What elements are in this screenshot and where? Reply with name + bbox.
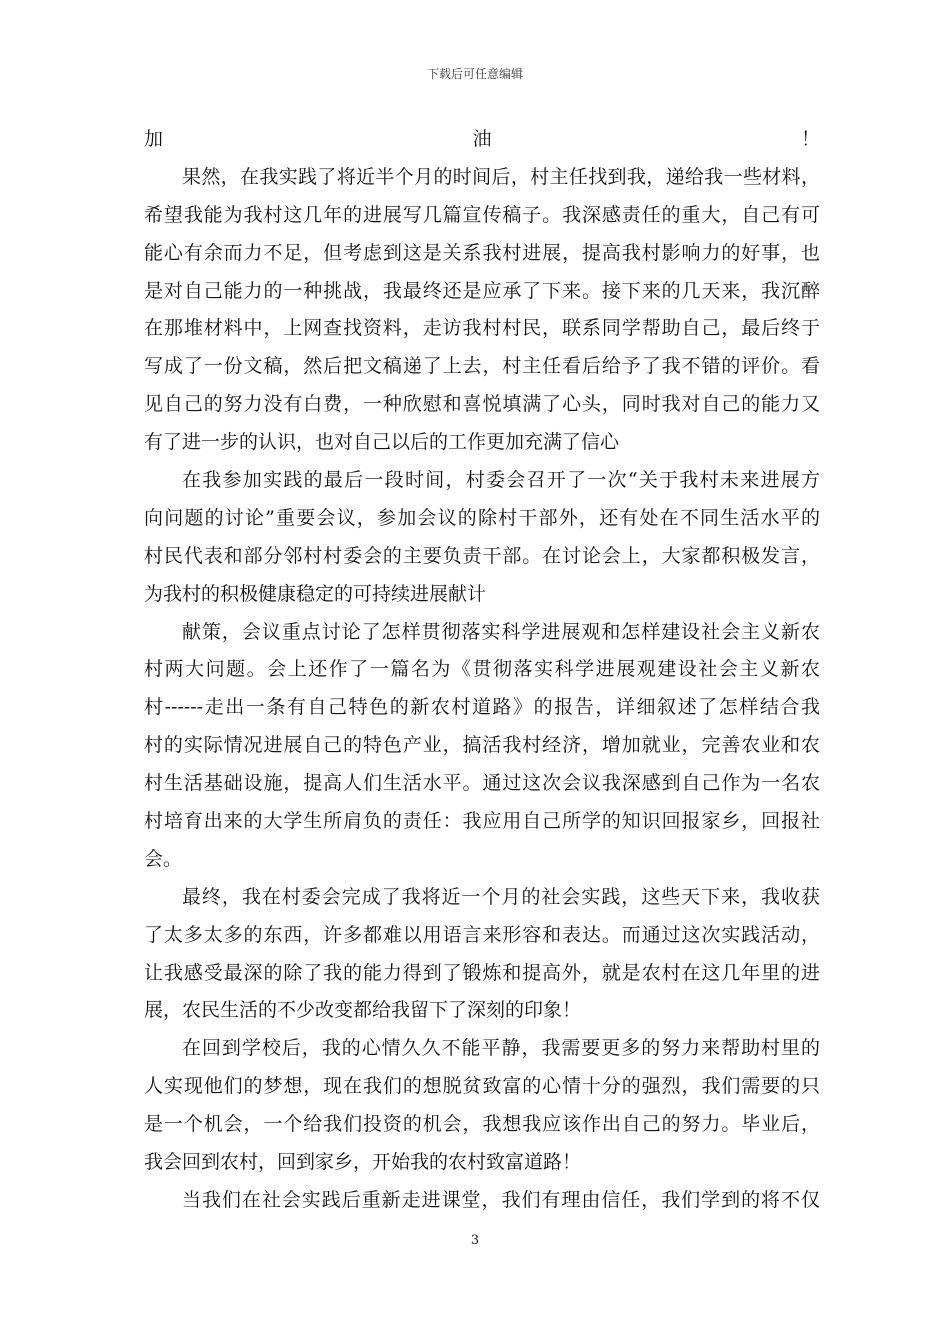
text-line: 会。 [144,847,183,870]
page-header: 下载后可任意编辑 [426,67,523,81]
text-line: 让我感受最深的除了我的能力得到了锻炼和提高外，就是农村在这几年里的进 [144,961,820,984]
text-line: 是一个机会，一个给我们投资的机会，我想我应该作出自己的努力。毕业后， [144,1113,820,1136]
text-line: 村民代表和部分邻村村委会的主要负责干部。在讨论会上，大家都积极发言， [144,544,820,567]
text-line: 村的实际情况进展自己的特色产业，搞活我村经济，增加就业，完善农业和农 [144,734,820,757]
text-line: 在那堆材料中，上网查找资料，走访我村村民，联系同学帮助自己，最后终于 [144,317,820,340]
text-line: 村生活基础设施，提高人们生活水平。通过这次会议我深感到自己作为一名农 [144,772,820,795]
text-line: 加油！ [144,128,820,150]
text-line: 了太多太多的东西，许多都难以用语言来形容和表达。而通过这次实践活动， [144,923,820,946]
text-line: 当我们在社会实践后重新走进课堂，我们有理由信任，我们学到的将不仅 [182,1188,820,1211]
page-number: 3 [470,1233,480,1248]
text-line: 见自己的努力没有白费，一种欣慰和喜悦填满了心头，同时我对自己的能力又 [144,393,820,416]
text-line: 最终，我在村委会完成了我将近一个月的社会实践，这些天下来，我收获 [182,885,820,908]
text-line: 村两大问题。会上还作了一篇名为《贯彻落实科学进展观建设社会主义新农 [144,658,820,681]
text-line: 展，农民生活的不少改变都给我留下了深刻的印象！ [144,999,582,1022]
text-line: 村------走出一条有自己特色的新农村道路》的报告，详细叙述了怎样结合我 [144,696,820,719]
text-line: 在我参加实践的最后一段时间，村委会召开了一次“关于我村未来进展方 [182,469,820,492]
text-line: 写成了一份文稿，然后把文稿递了上去，村主任看后给予了我不错的评价。看 [144,355,820,378]
text-line: 在回到学校后，我的心情久久不能平静，我需要更多的努力来帮助村里的 [182,1037,820,1060]
text-line: 我会回到农村，回到家乡，开始我的农村致富道路！ [144,1151,582,1174]
text-line: 是对自己能力的一种挑战，我最终还是应承了下来。接下来的几天来，我沉醉 [144,279,820,302]
text-line: 有了进一步的认识，也对自己以后的工作更加充满了信心 [144,431,620,454]
text-line: 为我村的积极健康稳定的可持续进展献计 [144,582,487,605]
text-line: 献策，会议重点讨论了怎样贯彻落实科学进展观和怎样建设社会主义新农 [182,620,820,643]
text-line: 村培育出来的大学生所肩负的责任：我应用自己所学的知识回报家乡，回报社 [144,810,820,833]
text-line: 希望我能为我村这几年的进展写几篇宣传稿子。我深感责任的重大，自己有可 [144,203,820,226]
text-line: 人实现他们的梦想，现在我们的想脱贫致富的心情十分的强烈，我们需要的只 [144,1075,820,1098]
document-body [144,121,820,1220]
text-line: 能心有余而力不足，但考虑到这是关系我村进展，提高我村影响力的好事，也 [144,241,820,264]
text-line: 果然，在我实践了将近半个月的时间后，村主任找到我，递给我一些材料， [182,165,820,188]
text-line: 向问题的讨论”重要会议，参加会议的除村干部外，还有处在不同生活水平的 [144,506,820,529]
